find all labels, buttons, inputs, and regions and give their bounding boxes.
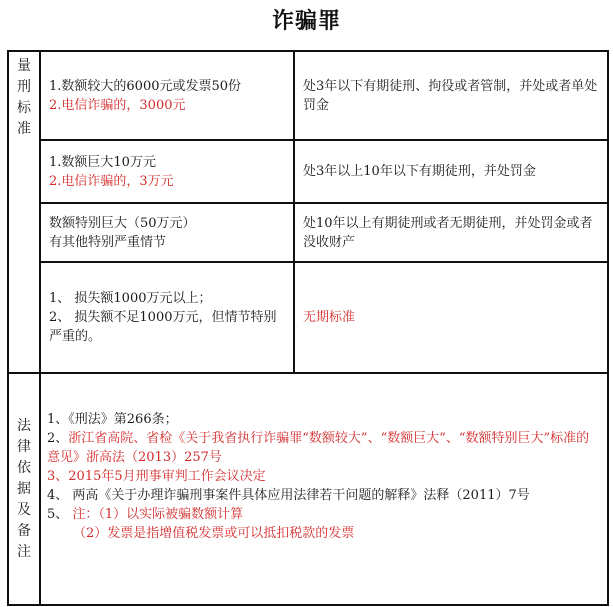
- header-char: 律: [17, 438, 31, 455]
- header-char: 量: [17, 58, 31, 74]
- legal-basis-item: （2）发票是指增值税发票或可以抵扣税款的发票: [73, 525, 355, 541]
- penalty-cell: [294, 262, 608, 373]
- table-row: [8, 51, 608, 140]
- legal-basis-item: 3、2015年5月刑事审判工作会议决定: [47, 468, 266, 484]
- table-row: [8, 373, 608, 605]
- document-title: 诈骗罪: [271, 8, 341, 34]
- header-char: 依: [17, 459, 31, 476]
- table-row: [8, 262, 608, 373]
- criteria-line: 2.电信诈骗的，3000元: [49, 97, 186, 113]
- fraud-sentencing-table: [7, 50, 609, 606]
- penalty-text: 处3年以上10年以下有期徒刑，并处罚金: [303, 164, 536, 179]
- criteria-line: 1.数额巨大10万元: [49, 154, 156, 170]
- sentencing-standard-header: [8, 51, 40, 373]
- table-row: [8, 140, 608, 203]
- criteria-cell: [40, 262, 294, 373]
- header-char: 据: [17, 480, 31, 497]
- table-row: [8, 203, 608, 262]
- header-char: 标: [17, 100, 31, 116]
- header-char: 刑: [17, 79, 31, 95]
- criteria-line: 1.数额较大的6000元或发票50份: [49, 78, 242, 94]
- header-char: 备: [17, 522, 31, 539]
- criteria-line: 1、 损失额1000万元以上；: [49, 291, 212, 306]
- header-char: 注: [17, 543, 31, 560]
- legal-basis-item: 1、《刑法》第266条；: [47, 411, 178, 427]
- penalty-cell: [294, 51, 608, 140]
- penalty-text: 处10年以上有期徒刑或者无期徒刑，并处罚金或者没收财产: [303, 215, 593, 250]
- criteria-cell: [40, 51, 294, 140]
- penalty-cell: [294, 203, 608, 262]
- header-char: 法: [17, 417, 31, 434]
- criteria-line: 数额特别巨大（50万元）: [49, 215, 196, 231]
- legal-basis-header: [8, 373, 40, 605]
- criteria-cell: [40, 140, 294, 203]
- legal-basis-cell: [40, 373, 608, 605]
- penalty-cell: [294, 140, 608, 203]
- header-char: 准: [17, 121, 31, 137]
- penalty-text: 处3年以下有期徒刑、拘役或者管制，并处或者单处罚金: [303, 78, 598, 113]
- criteria-cell: [40, 203, 294, 262]
- item-number: 5、: [47, 506, 73, 522]
- criteria-line: 2、 损失额不足1000万元，但情节特别严重的。: [49, 310, 277, 344]
- legal-basis-item: 注：（1）以实际被骗数额计算: [72, 506, 244, 522]
- legal-basis-item: 4、 两高《关于办理诈骗刑事案件具体应用法律若干问题的解释》法释（2011）7号: [47, 487, 530, 503]
- item-number: 2、: [47, 430, 69, 446]
- criteria-line: 有其他特别严重情节: [49, 234, 167, 250]
- penalty-text: 无期标准: [303, 310, 356, 325]
- legal-basis-item: 浙江省高院、省检《关于我省执行诈骗罪“数额较大”、“数额巨大”、“数额特别巨大”标准的意见》浙高法（2013）257号: [47, 430, 590, 465]
- criteria-line: 2.电信诈骗的，3万元: [49, 173, 174, 189]
- header-char: 及: [17, 501, 31, 518]
